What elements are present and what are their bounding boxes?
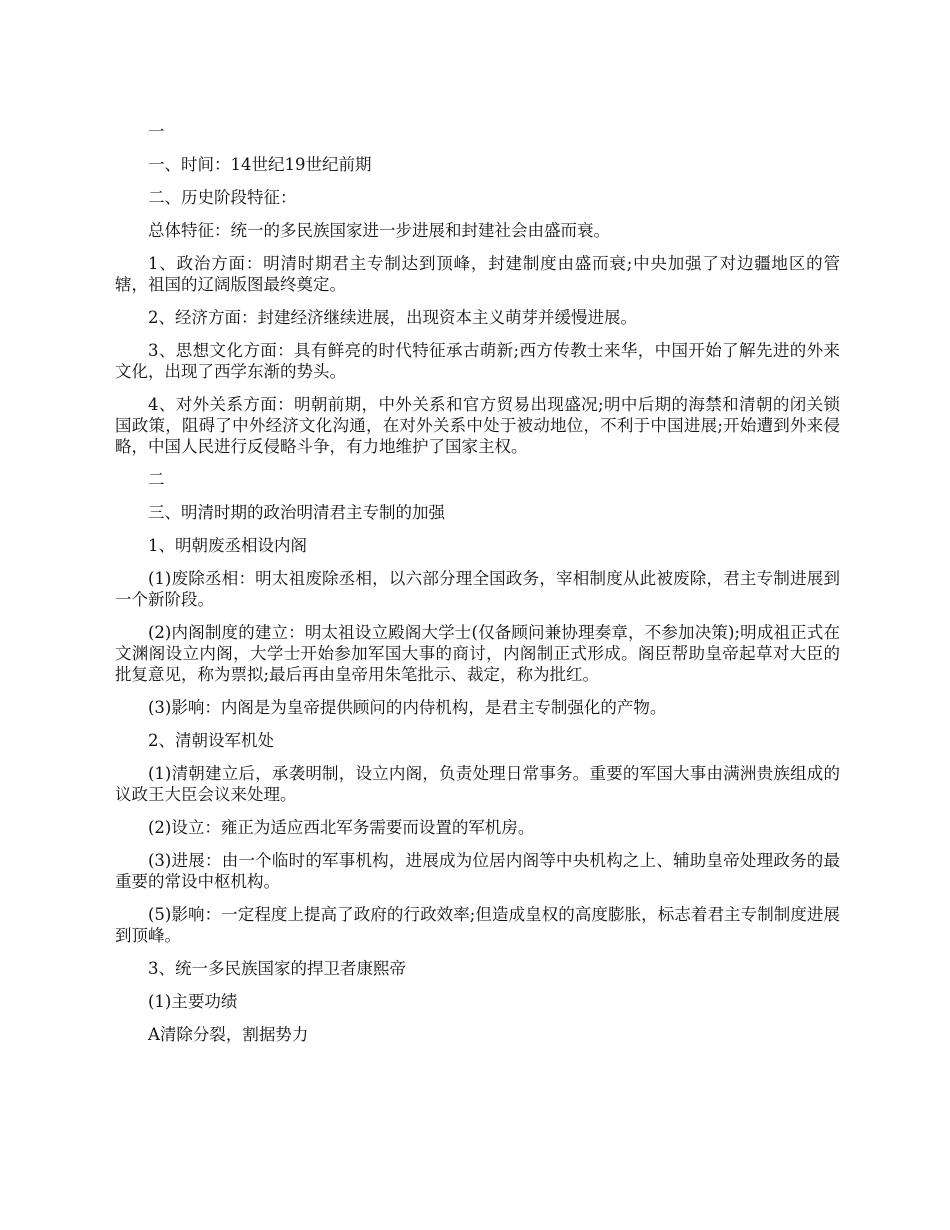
paragraph: (5)影响：一定程度上提高了政府的行政效率;但造成皇权的高度膨胀，标志着君主专制制度进展到顶峰。 (115, 905, 840, 945)
paragraph: (1)废除丞相：明太祖废除丞相，以六部分理全国政务，宰相制度从此被废除，君主专制进展到一个新阶段。 (115, 569, 840, 609)
paragraph: (2)内阁制度的建立：明太祖设立殿阁大学士(仅备顾问兼协理奏章，不参加决策);明成祖正式在文渊阁设立内阁，大学士开始参加军国大事的商讨，内阁制正式形成。阁臣帮助皇帝起草对大臣的批复意见，称为票拟;最后再由皇帝用朱笔批示、裁定，称为批红。 (115, 623, 840, 684)
paragraph: 三、明清时期的政治明清君主专制的加强 (148, 503, 445, 522)
paragraph: 总体特征：统一的多民族国家进一步进展和封建社会由盛而衰。 (148, 221, 610, 240)
paragraph: 4、对外关系方面：明朝前期，中外关系和官方贸易出现盛况;明中后期的海禁和清朝的闭关锁国政策，阻碍了中外经济文化沟通，在对外关系中处于被动地位，不利于中国进展;开始遭到外来侵略，中国人民进行反侵略斗争，有力地维护了国家主权。 (115, 395, 840, 456)
paragraph: (2)设立：雍正为适应西北军务需要而设置的军机房。 (148, 818, 535, 837)
paragraph: 一 (148, 122, 165, 141)
paragraph: 二 (148, 470, 165, 489)
document-body (115, 121, 840, 1057)
paragraph: 1、政治方面：明清时期君主专制达到顶峰，封建制度由盛而衰;中央加强了对边疆地区的管辖，祖国的辽阔版图最终奠定。 (115, 254, 840, 294)
paragraph: 3、统一多民族国家的捍卫者康熙帝 (148, 959, 406, 978)
paragraph: (1)清朝建立后，承袭明制，设立内阁，负责处理日常事务。重要的军国大事由满洲贵族组成的议政王大臣会议来处理。 (115, 764, 840, 804)
paragraph: (3)进展：由一个临时的军事机构，进展成为位居内阁等中央机构之上、辅助皇帝处理政务的最重要的常设中枢机构。 (115, 851, 840, 891)
paragraph: 1、明朝废丞相设内阁 (148, 536, 307, 555)
paragraph: 2、经济方面：封建经济继续进展，出现资本主义萌芽并缓慢进展。 (148, 308, 637, 327)
paragraph: 2、清朝设军机处 (148, 731, 274, 750)
paragraph: A清除分裂，割据势力 (148, 1025, 309, 1044)
paragraph: 3、思想文化方面：具有鲜亮的时代特征承古萌新;西方传教士来华，中国开始了解先进的外来文化，出现了西学东渐的势头。 (115, 341, 840, 381)
paragraph: (1)主要功绩 (148, 992, 238, 1011)
paragraph: (3)影响：内阁是为皇帝提供顾问的内侍机构，是君主专制强化的产物。 (148, 698, 667, 717)
paragraph: 二、历史阶段特征： (148, 188, 297, 207)
paragraph: 一、时间：14世纪19世纪前期 (148, 155, 372, 174)
